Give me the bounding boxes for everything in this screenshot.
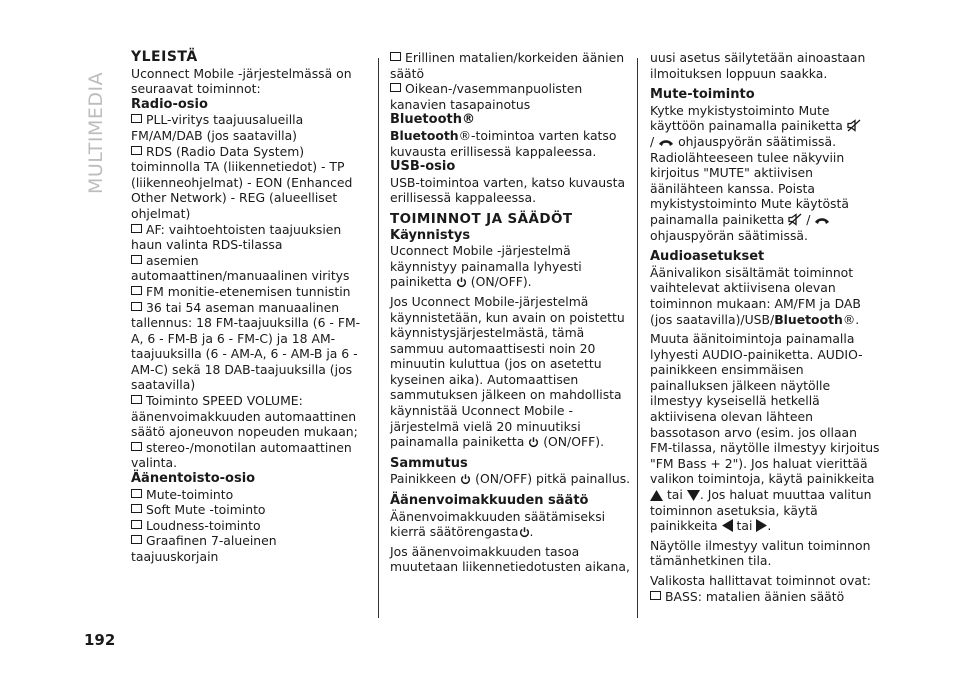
controls-title: TOIMINNOT JA SÄÄDÖT <box>390 210 573 227</box>
list-item: stereo-/monotilan automaattinen valinta. <box>131 439 352 471</box>
continuation-text: uusi asetus säilytetään ainoastaan ilmoituksen loppuun saakka. <box>650 50 866 81</box>
phone-hook-icon <box>814 216 830 226</box>
checkbox-icon <box>650 591 661 600</box>
checkbox-icon <box>131 395 142 404</box>
speaker-mute-icon <box>847 119 861 132</box>
checkbox-icon <box>131 224 142 233</box>
power-icon <box>460 473 471 485</box>
list-item: asemien automaattinen/manuaalinen viritys <box>131 252 350 284</box>
list-item: Soft Mute -toiminto <box>131 502 367 518</box>
intro-text: Uconnect Mobile -järjestelmässä on seuraavat toiminnot: <box>131 65 352 97</box>
section-title-general: YLEISTÄ <box>131 49 198 65</box>
list-item: Mute-toiminto <box>131 487 367 503</box>
list-item: RDS (Radio Data System) toiminnolla TA (liikennetiedot) - TP (liikenneohjelmat) - EON (Enhanced Other Network) - REG (alueelliset ohjelmat) <box>131 143 353 221</box>
triangle-down-icon <box>687 490 700 501</box>
checkbox-icon <box>131 302 142 311</box>
list-item: 36 tai 54 aseman manuaalinen tallennus: 18 FM-taajuuksilla (6 - FM-A, 6 - FM-B ja 6 - FM-C) ja 18 AM-taajuuksilla (6 - AM-A, 6 - AM-B ja 6 - AM-C) sekä 18 DAB-taajuuksilla (jos saatavilla) <box>131 299 361 393</box>
list-item: PLL-viritys taajuusalueilla FM/AM/DAB (jos saatavilla) <box>131 112 304 143</box>
column-2 <box>390 50 636 575</box>
column-3 <box>650 50 882 604</box>
checkbox-icon <box>131 442 142 451</box>
checkbox-icon <box>131 114 142 123</box>
checkbox-icon <box>131 146 142 155</box>
checkbox-icon <box>131 286 142 295</box>
usb-heading: USB-osio <box>390 159 456 175</box>
volume-text: Äänenvoimakkuuden säätämiseksi kierrä säätörengasta . <box>390 508 606 540</box>
list-item: Graafinen 7-alueinen taajuuskorjain <box>131 533 277 564</box>
triangle-up-icon <box>650 490 663 501</box>
start-text: Uconnect Mobile -järjestelmä käynnistyy painamalla lyhyesti painiketta (ON/OFF). <box>390 243 582 290</box>
audio-settings-text-2: Muuta äänitoimintoja painamalla lyhyesti AUDIO-painiketta. AUDIO-painikkeen ensimmäisen painalluksen jälkeen näytölle ilmestyy kyseisellä hetkellä aktiivisena olevan lähteen bassotason arvo (esim. jos ollaan FM-tilassa, näytölle ilmestyy kirjoitus "FM Bass + 2"). Jos haluat vierittää valikon toimintoja, käytä painikkeita tai . Jos haluat muuttaa valitun toiminnon asetuksia, käytä painikkeita tai . <box>650 331 880 534</box>
triangle-right-icon <box>756 519 767 532</box>
checkbox-icon <box>131 504 142 513</box>
audio-settings-heading: Audioasetukset <box>650 249 765 265</box>
power-icon <box>519 526 530 538</box>
status-text: Näytölle ilmestyy valitun toiminnon tämänhetkinen tila. <box>650 537 871 569</box>
checkbox-icon <box>131 520 142 529</box>
checkbox-icon <box>131 255 142 264</box>
shutdown-text: Painikkeen (ON/OFF) pitkä painallus. <box>390 471 631 487</box>
volume-text-2: Jos äänenvoimakkuuden tasoa muutetaan liikennetiedotusten aikana, <box>390 543 630 575</box>
volume-heading: Äänenvoimakkuuden säätö <box>390 493 589 509</box>
phone-hook-icon <box>658 138 674 148</box>
mute-text: Kytke mykistystoiminto Mute käyttöön painamalla painiketta / ohjauspyörän säätimissä. Radiolähteeseen tulee näkyviin kirjoitus "MUTE" aktiivisen äänilähteen kanssa. Poista mykistystoiminto Mute käytöstä painamalla painiketta / ohjauspyörän säätimissä. <box>650 103 882 243</box>
speaker-mute-icon <box>788 213 802 226</box>
checkbox-icon <box>390 52 401 61</box>
audio-section-heading: Äänentoisto-osio <box>131 471 256 487</box>
radio-heading: Radio-osio <box>131 96 208 112</box>
audio-settings-text: Äänivalikon sisältämät toiminnot vaihtelevat aktiivisena olevan toiminnon mukaan: AM/FM ja DAB (jos saatavilla)/USB/Bluetooth®. <box>650 264 861 327</box>
list-item: AF: vaihtoehtoisten taajuuksien haun valinta RDS-tilassa <box>131 221 342 253</box>
page-number: 192 <box>84 631 116 649</box>
column-divider <box>637 58 638 618</box>
start-heading: Käynnistys <box>390 227 471 243</box>
list-item: Toiminto SPEED VOLUME: äänenvoimakkuuden automaattinen säätö ajoneuvon nopeuden mukaan; <box>131 393 358 440</box>
list-item: Loudness-toiminto <box>131 518 367 534</box>
checkbox-icon <box>131 535 142 544</box>
power-icon <box>456 276 467 288</box>
section-label: MULTIMEDIA <box>85 71 107 194</box>
list-item: Oikean-/vasemmanpuolisten kanavien tasapainotus <box>390 81 583 112</box>
column-1 <box>131 50 367 565</box>
start-text-2: Jos Uconnect Mobile-järjestelmä käynnistetään, kun avain on poistettu käynnistysjärjestelmästä, tämä sammuu automaattisesti noin 20 minuutin kuluttua (jos on asetettu kyseinen aika). Automaattisen sammutuksen jälkeen on mahdollista käynnistää Uconnect Mobile -järjestelmä vielä 20 minuutiksi painamalla painiketta (ON/OFF). <box>390 293 625 450</box>
bluetooth-heading: Bluetooth® <box>390 112 475 128</box>
mute-heading: Mute-toiminto <box>650 87 755 103</box>
triangle-left-icon <box>722 519 733 532</box>
list-item: BASS: matalien äänien säätö <box>650 589 882 605</box>
column-divider <box>378 58 379 618</box>
menu-functions-text: Valikosta hallittavat toiminnot ovat: <box>650 573 871 588</box>
list-item: FM monitie-etenemisen tunnistin <box>131 284 367 300</box>
checkbox-icon <box>390 83 401 92</box>
power-icon <box>528 436 539 448</box>
bluetooth-text: Bluetooth®-toimintoa varten katso kuvausta erillisessä kappaleessa. <box>390 127 617 159</box>
checkbox-icon <box>131 489 142 498</box>
usb-text: USB-toimintoa varten, katso kuvausta erillisessä kappaleessa. <box>390 174 626 206</box>
list-item: Erillinen matalien/korkeiden äänien säätö <box>390 50 625 81</box>
shutdown-heading: Sammutus <box>390 455 468 471</box>
